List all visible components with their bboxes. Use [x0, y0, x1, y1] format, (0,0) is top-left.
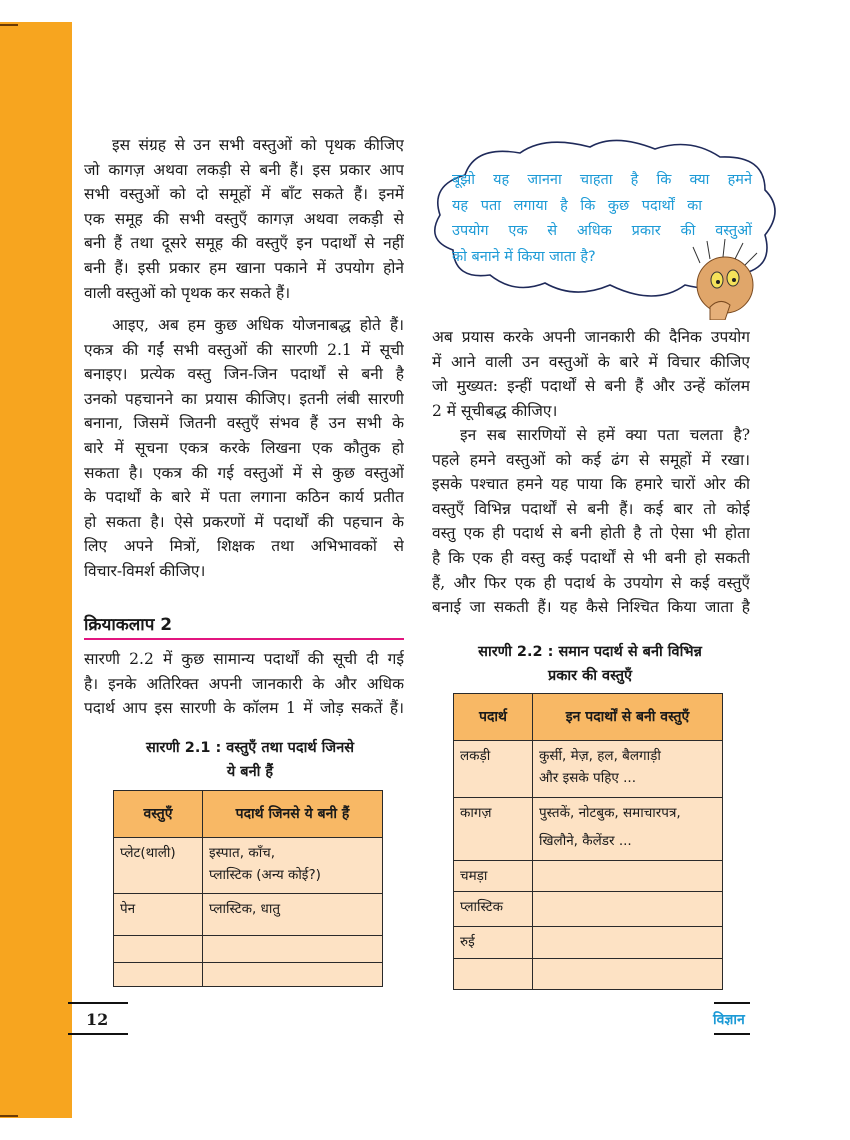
heading-rule [84, 638, 404, 640]
table-cell [533, 959, 723, 990]
text-line: वाली वस्तुओं को पृथक कर सकते हैं। [84, 283, 291, 302]
text-line: एक समूह की सभी वस्तुएँ कागज़ अथवा लकड़ी से [84, 209, 404, 228]
table-cell [203, 936, 383, 963]
table-row [454, 861, 723, 892]
text-line: आइए, अब हम कुछ अधिक योजनाबद्ध होते हैं। [112, 316, 404, 334]
table-row [114, 963, 383, 987]
table-cell: कुर्सी, मेज़, हल, बैलगाड़ी और इसके पहिए ... [533, 741, 723, 798]
text-line: जो कागज़ अथवा लकड़ी से बनी हैं। इस प्रकार आप [84, 160, 404, 179]
table-cell [454, 959, 533, 990]
text-line: जो मुख्यत: इन्हीं पदार्थों से बनी हैं और उन्हें कॉलम [432, 377, 750, 396]
page-margin-bar [0, 22, 72, 1118]
table-cell: प्लास्टिक [454, 892, 533, 927]
bubble-line: यह पता लगाया है कि कुछ पदार्थों का [452, 197, 702, 214]
text-line: है कि एक ही वस्तु कई पदार्थों से भी बनी हो सकती [432, 548, 750, 567]
text-line: उनको पहचानने का प्रयास कीजिए। इतनी लंबी सारणी [84, 389, 404, 408]
table-row [454, 959, 723, 990]
bubble-line: उपयोग एक से अधिक प्रकार की वस्तुओं [452, 223, 752, 239]
text-line: के पदार्थों के बारे में पता लगाना कठिन कार्य प्रतीत [84, 488, 404, 507]
table-2-2-caption [440, 640, 740, 688]
table-2-1 [113, 790, 383, 987]
text-line: बनी हैं। इसी प्रकार हम खाना पकाने में उपयोग होने [84, 258, 404, 277]
caption-line: ये बनी हैं [226, 764, 274, 780]
text-line: हो सकता है। ऐसे प्रकरणों में पदार्थों की पहचान के [84, 512, 404, 531]
text-line: बनाई जा सकती हैं। यह कैसे निश्चित किया जाता है [432, 598, 750, 617]
table-cell [203, 963, 383, 987]
right-paragraph-1 [432, 325, 750, 423]
text-line: में आने वाली उन वस्तुओं के बारे में विचार कीजिए [432, 352, 750, 371]
activity-paragraph [84, 647, 404, 721]
crop-mark-bottom [0, 1115, 18, 1117]
text-line: है। इनके अतिरिक्त अपनी जानकारी के और अधिक [84, 674, 404, 693]
text-line: लिए अपने मित्रों, शिक्षक तथा अभिभावकों से [84, 537, 404, 556]
activity-heading: क्रियाकलाप 2 [84, 615, 173, 635]
text-line: बनी हैं तथा दूसरे समूह की वस्तुएँ इन पदार्थों से नहीं [84, 234, 404, 253]
caption-line: सारणी 2.1 : वस्तुएँ तथा पदार्थ जिनसे [145, 740, 355, 756]
footer-rule [714, 1002, 750, 1004]
table-cell: चमड़ा [454, 861, 533, 892]
caption-line: प्रकार की वस्तुएँ [547, 668, 633, 684]
table-2-1-caption [100, 736, 400, 784]
column-header: पदार्थ [454, 694, 533, 741]
table-row [454, 798, 723, 861]
text-line: पहले हमने वस्तुओं को कई ढंग से समूहों में रखा। [432, 450, 750, 469]
table-cell: पुस्तकें, नोटबुक, समाचारपत्र, खिलौने, कैलेंडर ... [533, 798, 723, 861]
footer-rule [68, 1002, 128, 1004]
table-cell [533, 927, 723, 959]
table-cell: लकड़ी [454, 741, 533, 798]
table-cell [533, 892, 723, 927]
page-number: 12 [86, 1010, 109, 1029]
table-cell: रुई [454, 927, 533, 959]
caption-line: सारणी 2.2 : समान पदार्थ से बनी विभिन्न [478, 644, 702, 660]
subject-label: विज्ञान [713, 1012, 745, 1028]
text-line: सकता है। एकत्र की गई वस्तुओं में से कुछ वस्तुओं [84, 463, 404, 482]
left-paragraph-2 [84, 313, 404, 584]
text-line: बनाइए। प्रत्येक वस्तु जिन-जिन पदार्थों से बनी है [84, 365, 404, 384]
footer-rule [68, 1033, 128, 1035]
table-cell [533, 861, 723, 892]
table-cell [114, 963, 203, 987]
text-line: इसके पश्चात हमने यह पाया कि हमारे चारों ओर की [432, 475, 750, 494]
table-row [114, 936, 383, 963]
text-line: सभी वस्तुओं को दो समूहों में बाँट सकते हैं। इनमें [84, 185, 404, 204]
text-line: हैं, और फिर एक ही पदार्थ के उपयोग से कई वस्तुएँ [432, 573, 750, 592]
table-cell: पेन [114, 894, 203, 936]
table-cell: इस्पात, काँच, प्लास्टिक (अन्य कोई?) [203, 838, 383, 894]
table-row [114, 838, 383, 894]
table-cell: प्लास्टिक, धातु [203, 894, 383, 936]
text-line: वस्तुएँ विभिन्न पदार्थों से बनी हैं। कई बार तो कोई [432, 499, 750, 518]
bubble-line: बूझो यह जानना चाहता है कि क्या हमने [452, 172, 752, 188]
table-cell: कागज़ [454, 798, 533, 861]
table-row [454, 892, 723, 927]
text-line: इन सब सारणियों से हमें क्या पता चलता है? [460, 426, 750, 444]
text-line: बारे में सूचना एकत्र करके लिखना एक कौतुक हो [84, 438, 404, 457]
bubble-line: को बनाने में किया जाता है? [452, 248, 596, 265]
table-row [454, 741, 723, 798]
text-line: एकत्र की गईं सभी वस्तुओं की सारणी 2.1 में सूची [84, 340, 404, 359]
text-line: सारणी 2.2 में कुछ सामान्य पदार्थों की सूची दी गई [84, 650, 404, 668]
footer-rule [714, 1033, 750, 1035]
table-row [454, 927, 723, 959]
text-line: विचार-विमर्श कीजिए। [84, 561, 206, 580]
text-line: अब प्रयास करके अपनी जानकारी की दैनिक उपयोग [432, 328, 750, 346]
text-line: 2 में सूचीबद्ध कीजिए। [432, 401, 558, 420]
table-row [114, 894, 383, 936]
column-header: पदार्थ जिनसे ये बनी हैं [203, 791, 383, 838]
column-header: इन पदार्थों से बनी वस्तुएँ [533, 694, 723, 741]
table-2-2 [453, 693, 723, 990]
bubble-text [452, 168, 752, 270]
text-line: वस्तु एक ही पदार्थ से बनी होती है तो ऐसा भी होता [432, 524, 750, 543]
right-paragraph-2 [432, 423, 750, 620]
text-line: बनाना, जिसमें जितनी वस्तुएँ संभव हैं उन सभी के [84, 414, 404, 433]
text-line: पदार्थ आप इस सारणी के कॉलम 1 में जोड़ सकतें हैं। [84, 699, 404, 718]
column-header: वस्तुएँ [114, 791, 203, 838]
crop-mark-top [0, 24, 18, 26]
left-paragraph-1 [84, 133, 404, 305]
table-cell [114, 936, 203, 963]
table-cell: प्लेट(थाली) [114, 838, 203, 894]
text-line: इस संग्रह से उन सभी वस्तुओं को पृथक कीजिए [112, 136, 404, 154]
